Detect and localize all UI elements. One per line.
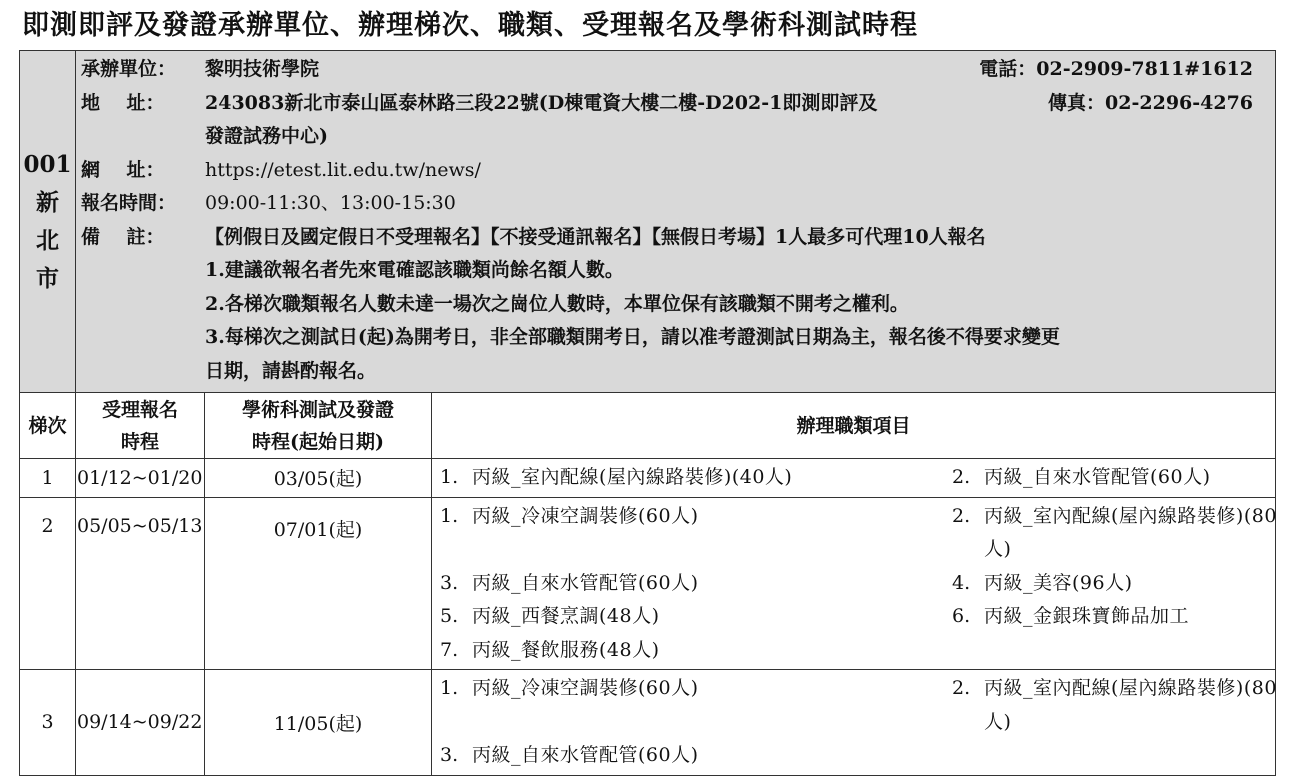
item xyxy=(952,672,1282,739)
unit-info-row xyxy=(20,51,1276,393)
info-row-note-3 xyxy=(81,321,1269,355)
item xyxy=(440,672,952,739)
item-number: 5. xyxy=(440,605,459,627)
item-text: 丙級_冷凍空調裝修(60人) xyxy=(472,504,699,527)
items-cell xyxy=(432,459,1276,498)
round-number: 2 xyxy=(20,497,76,670)
unit-note: 日期，請斟酌報名。 xyxy=(205,359,377,382)
header-row xyxy=(20,393,1276,459)
registration-period: 09/14~09/22 xyxy=(76,670,205,776)
item-number: 2. xyxy=(952,466,971,488)
item-text: 丙級_美容(96人) xyxy=(984,571,1133,594)
item xyxy=(440,634,952,668)
item xyxy=(440,739,952,773)
items-cell xyxy=(432,497,1276,670)
round-row xyxy=(20,670,1276,776)
test-start-date: 07/01(起) xyxy=(205,497,432,670)
item-number: 1. xyxy=(440,504,459,527)
info-label: 承辦單位： xyxy=(81,58,177,80)
item xyxy=(440,461,952,495)
item-number: 7. xyxy=(440,638,459,661)
unit-code: 001 xyxy=(23,150,72,178)
item-number: 1. xyxy=(440,677,459,699)
item-number: 6. xyxy=(952,605,971,627)
unit-address: 243083新北市泰山區泰林路三段22號(D棟電資大樓二樓-D202-1即測即評及 xyxy=(205,91,878,114)
info-label xyxy=(81,321,205,355)
unit-website-link[interactable]: https://etest.lit.edu.tw/news/ xyxy=(205,158,481,181)
item-number: 1. xyxy=(440,466,459,488)
unit-region-char: 北 xyxy=(36,226,59,254)
registration-period: 05/05~05/13 xyxy=(76,497,205,670)
items-cell xyxy=(432,670,1276,776)
page-title: 即測即評及發證承辦單位、辦理梯次、職類、受理報名及學術科測試時程 xyxy=(22,10,918,41)
item-text: 丙級_自來水管配管(60人) xyxy=(472,571,699,594)
round-row xyxy=(20,497,1276,670)
info-label xyxy=(81,288,205,322)
info-label: 網 址： xyxy=(81,158,165,181)
schedule-table xyxy=(19,50,1276,776)
item xyxy=(440,600,952,634)
item xyxy=(952,461,1282,495)
header-test-line: 學術科測試及發證 xyxy=(241,398,394,421)
test-start-date: 03/05(起) xyxy=(205,459,432,498)
item-text: 丙級_冷凍空調裝修(60人) xyxy=(472,677,699,699)
info-label: 地 址： xyxy=(81,91,165,114)
info-row-address-cont xyxy=(81,120,1269,154)
info-row-note-2 xyxy=(81,288,1269,322)
unit-region-char: 市 xyxy=(36,264,59,292)
unit-info-cell xyxy=(76,51,1276,393)
header-registration-line: 受理報名 xyxy=(101,398,178,421)
unit-note: 【例假日及國定假日不受理報名】【不接受通訊報名】【無假日考場】1人最多可代理10人報名 xyxy=(205,225,986,248)
round-number: 3 xyxy=(20,670,76,776)
item-text: 丙級_室內配線(屋內線路裝修)(80人) xyxy=(984,504,1277,560)
header-registration xyxy=(76,393,205,459)
item-number: 2. xyxy=(952,504,971,527)
item-text: 丙級_餐飲服務(48人) xyxy=(472,638,660,661)
info-label xyxy=(81,355,205,389)
item xyxy=(952,600,1282,634)
item xyxy=(440,567,952,601)
info-label xyxy=(81,120,205,154)
item-text: 丙級_自來水管配管(60人) xyxy=(472,744,699,766)
header-test xyxy=(205,393,432,459)
info-row-hours xyxy=(81,187,1269,221)
item-text: 丙級_室內配線(屋內線路裝修)(80人) xyxy=(984,677,1277,733)
header-round: 梯次 xyxy=(20,393,76,459)
info-row-note-1 xyxy=(81,254,1269,288)
info-label: 備 註： xyxy=(81,225,165,248)
test-start-date: 11/05(起) xyxy=(205,670,432,776)
round-number: 1 xyxy=(20,459,76,498)
unit-note: 3.每梯次之測試日(起)為開考日，非全部職類開考日，請以准考證測試日期為主，報名後不得要求變更 xyxy=(205,326,1060,348)
item-text: 丙級_室內配線(屋內線路裝修)(40人) xyxy=(472,466,793,488)
info-row-website xyxy=(81,154,1269,188)
round-row xyxy=(20,459,1276,498)
item-text: 丙級_自來水管配管(60人) xyxy=(984,466,1211,488)
unit-hours: 09:00-11:30、13:00-15:30 xyxy=(205,192,456,214)
item-number: 3. xyxy=(440,571,459,594)
item-text: 丙級_西餐烹調(48人) xyxy=(472,605,660,627)
header-test-line: 時程(起始日期) xyxy=(252,430,384,453)
unit-note: 1.建議欲報名者先來電確認該職類尚餘名額人數。 xyxy=(205,259,624,281)
registration-period: 01/12~01/20 xyxy=(76,459,205,498)
header-registration-line: 時程 xyxy=(120,430,159,453)
item-text: 丙級_金銀珠寶飾品加工 xyxy=(984,605,1190,627)
item-number: 2. xyxy=(952,677,971,699)
info-row-note-3-cont xyxy=(81,355,1269,389)
item-number: 3. xyxy=(440,744,459,766)
header-items: 辦理職類項目 xyxy=(432,393,1276,459)
unit-fax: 傳真：02-2296-4276 xyxy=(1048,91,1254,114)
info-row-notes xyxy=(81,221,1269,255)
unit-region-char: 新 xyxy=(36,188,59,216)
item xyxy=(952,567,1282,601)
unit-phone: 電話：02-2909-7811#1612 xyxy=(979,58,1254,80)
info-label xyxy=(81,254,205,288)
info-label: 報名時間： xyxy=(81,192,177,214)
item-number: 4. xyxy=(952,571,971,594)
unit-address-cont: 發證試務中心) xyxy=(205,125,328,147)
unit-note: 2.各梯次職類報名人數未達一場次之崗位人數時，本單位保有該職類不開考之權利。 xyxy=(205,292,909,315)
unit-name: 黎明技術學院 xyxy=(205,58,320,80)
item xyxy=(440,500,952,567)
item xyxy=(952,500,1282,567)
unit-code-cell xyxy=(20,51,76,393)
